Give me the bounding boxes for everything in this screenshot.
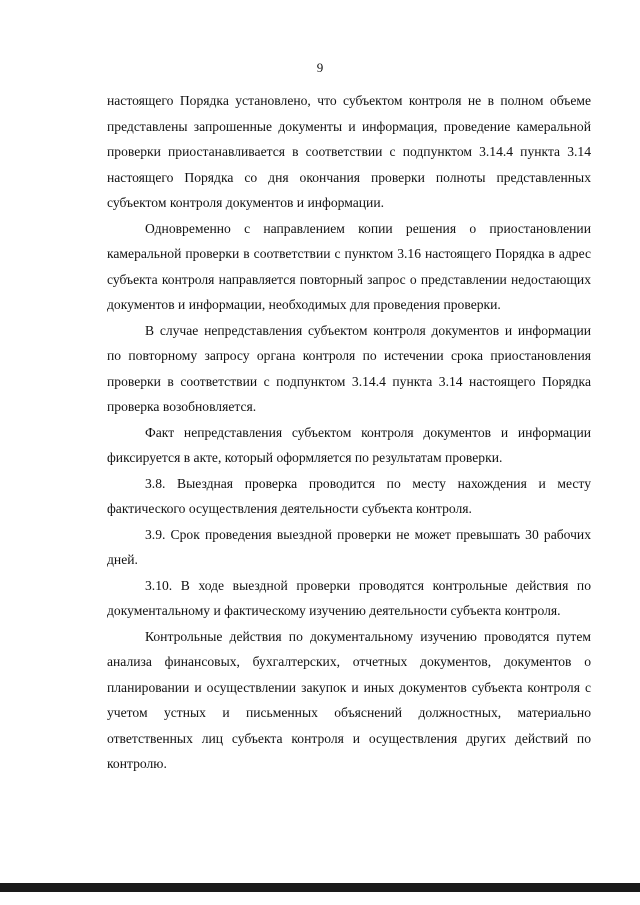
paragraph-continuation: настоящего Порядка установлено, что субъектом контроля не в полном объеме представлены запрошенные документы и информация, проведение камеральной проверки приостанавливается в соответствии с подпунктом 3.14.4 пункта 3.14 настоящего Порядка со дня окончания проверки полноты представленных субъектом контроля документов и информации. — [107, 93, 591, 210]
page-number: 9 — [316, 60, 324, 75]
paragraph-3-8: 3.8. Выездная проверка проводится по месту нахождения и месту фактического осуществления деятельности субъекта контроля. — [107, 475, 591, 516]
paragraph-control-actions: Контрольные действия по документальному изучению проводятся путем анализа финансовых, бухгалтерских, отчетных документов, документов о планировании и осуществлении закупок и иных документов субъекта контроля с учетом устных и письменных объяснений должностных, материально ответственных лиц субъекта контроля и осуществления других действий по контролю. — [107, 628, 591, 771]
paragraph-non-submission: В случае непредставления субъектом контроля документов и информации по повторному запросу органа контроля по истечении срока приостановления проверки в соответствии с подпунктом 3.14.4 пункта 3.14 настоящего Порядка проверка возобновляется. — [107, 322, 591, 414]
paragraph-3-9: 3.9. Срок проведения выездной проверки не может превышать 30 рабочих дней. — [107, 526, 591, 567]
paragraph-fact-recorded: Факт непредставления субъектом контроля документов и информации фиксируется в акте, который оформляется по результатам проверки. — [107, 424, 591, 465]
paragraph-suspension-notice: Одновременно с направлением копии решения о приостановлении камеральной проверки в соответствии с пунктом 3.16 настоящего Порядка в адрес субъекта контроля направляется повторный запрос о представлении недостающих документов и информации, необходимых для проведения проверки. — [107, 220, 591, 312]
scan-bottom-border — [0, 883, 640, 892]
paragraph-3-10: 3.10. В ходе выездной проверки проводятся контрольные действия по документальному и фактическому изучению деятельности субъекта контроля. — [107, 577, 591, 618]
document-body — [107, 88, 591, 777]
